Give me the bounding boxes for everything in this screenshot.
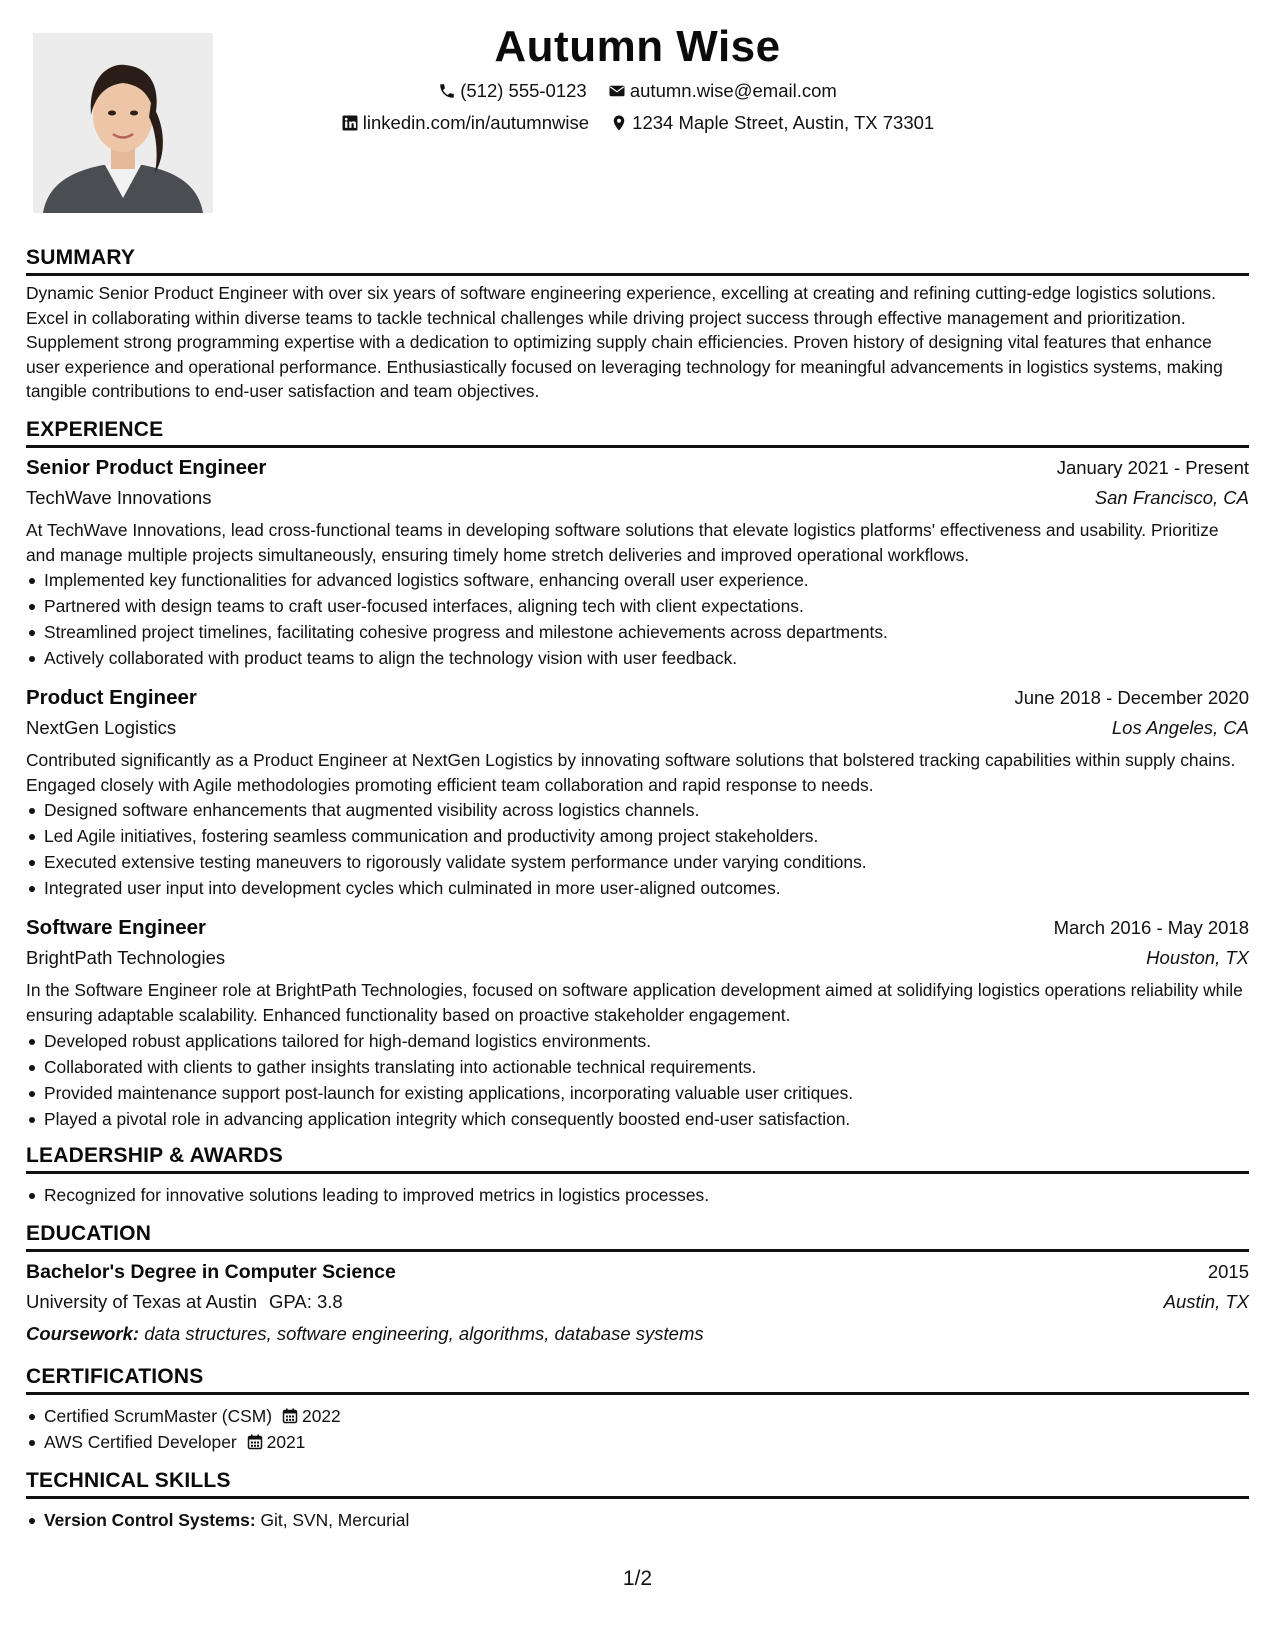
summary-section xyxy=(26,246,1249,404)
bullet-item: Executed extensive testing maneuvers to rigorously validate system performance under varying conditions. xyxy=(26,849,1249,875)
calendar-icon xyxy=(247,1434,263,1450)
section-title-summary: SUMMARY xyxy=(26,246,1249,276)
job-title: Senior Product Engineer xyxy=(26,455,267,479)
job-dates: June 2018 - December 2020 xyxy=(1014,687,1249,709)
candidate-name: Autumn Wise xyxy=(494,22,781,71)
coursework-label: Coursework: xyxy=(26,1322,140,1344)
job-dates: March 2016 - May 2018 xyxy=(1053,917,1249,939)
certification-year: 2022 xyxy=(302,1405,341,1426)
graduation-year: 2015 xyxy=(1207,1260,1249,1282)
job-entry xyxy=(26,453,1249,671)
phone-text: (512) 555-0123 xyxy=(460,80,587,101)
phone-icon xyxy=(438,82,456,100)
bullet-item: Partnered with design teams to craft user-focused interfaces, aligning tech with client expectations. xyxy=(26,593,1249,619)
section-title-certifications: CERTIFICATIONS xyxy=(26,1365,1249,1395)
education-section xyxy=(26,1222,1249,1351)
company-name: NextGen Logistics xyxy=(26,717,177,739)
bullet-item: Recognized for innovative solutions leading to improved metrics in logistics processes. xyxy=(26,1182,1249,1208)
bullet-item: Collaborated with clients to gather insights translating into actionable technical requirements. xyxy=(26,1054,1249,1080)
job-dates: January 2021 - Present xyxy=(1056,456,1249,478)
job-location: Houston, TX xyxy=(1146,947,1249,969)
bullet-item: Streamlined project timelines, facilitating cohesive progress and milestone achievements across departments. xyxy=(26,619,1249,645)
linkedin-text[interactable]: linkedin.com/in/autumnwise xyxy=(362,112,590,133)
school-info xyxy=(26,1288,343,1316)
summary-text: Dynamic Senior Product Engineer with over six years of software engineering experience, excelling at creating and refining cutting-edge logistics solutions. Excel in collaborating within diverse teams to tackle technical challenges while driving project success through effective management and prioritization. Supplement strong programming expertise with a dedication to optimizing supply chain efficiencies. Proven history of designing vital features that enhance user experience and operational performance. Enthusiastically focused on leveraging technology for meaningful advancements in logistics systems, making tangible contributions to end-user satisfaction and team objectives. xyxy=(26,283,1223,402)
section-title-experience: EXPERIENCE xyxy=(26,418,1249,448)
job-bullets xyxy=(26,567,1249,671)
certification-name: AWS Certified Developer xyxy=(44,1431,237,1452)
page-number: 1/2 xyxy=(622,1567,653,1590)
gpa: GPA: 3.8 xyxy=(269,1290,343,1312)
job-description: At TechWave Innovations, lead cross-functional teams in developing software solutions that elevate logistics platforms' effectiveness and usability. Prioritize and manage multiple projects simultaneously, ensuring timely home stretch deliveries and improved operational workflows. xyxy=(26,519,1219,565)
job-bullets xyxy=(26,1028,1249,1132)
email-text[interactable]: autumn.wise@email.com xyxy=(629,80,837,101)
linkedin-icon xyxy=(341,114,359,132)
bullet-item: Led Agile initiatives, fostering seamless communication and productivity among project stakeholders. xyxy=(26,823,1249,849)
job-title: Software Engineer xyxy=(26,916,206,940)
coursework xyxy=(26,1317,1249,1351)
job-bullets xyxy=(26,797,1249,901)
certification-name: Certified ScrumMaster (CSM) xyxy=(44,1405,273,1426)
address-text: 1234 Maple Street, Austin, TX 73301 xyxy=(632,112,935,133)
leadership-section xyxy=(26,1144,1249,1208)
certification-item xyxy=(26,1429,1249,1455)
resume-content xyxy=(26,246,1249,1533)
bullet-item: Implemented key functionalities for advanced logistics software, enhancing overall user experience. xyxy=(26,567,1249,593)
job-entry xyxy=(26,913,1249,1131)
calendar-icon xyxy=(282,1408,298,1424)
job-description: In the Software Engineer role at BrightPath Technologies, focused on software application development aimed at solidifying logistics operations reliability while ensuring adaptable scalability. Enhanced functionality based on proactive stakeholder engagement. xyxy=(26,980,1243,1025)
contact-line-secondary xyxy=(0,112,1275,137)
bullet-item: Designed software enhancements that augmented visibility across logistics channels. xyxy=(26,797,1249,823)
section-title-leadership: LEADERSHIP & AWARDS xyxy=(26,1144,1249,1174)
certifications-section xyxy=(26,1365,1249,1455)
skill-item xyxy=(26,1507,1249,1533)
bullet-item: Integrated user input into development cycles which culminated in more user-aligned outcomes. xyxy=(26,875,1249,901)
bullet-item: Played a pivotal role in advancing application integrity which consequently boosted end-user satisfaction. xyxy=(26,1106,1249,1132)
contact-address xyxy=(610,112,934,134)
job-title: Product Engineer xyxy=(26,686,197,710)
experience-section xyxy=(26,418,1249,1132)
school-location: Austin, TX xyxy=(1163,1290,1249,1312)
skills-list xyxy=(26,1507,1249,1533)
certification-item xyxy=(26,1403,1249,1429)
job-entry xyxy=(26,683,1249,901)
company-name: TechWave Innovations xyxy=(26,486,212,508)
bullet-item: Provided maintenance support post-launch for existing applications, incorporating valuable user critiques. xyxy=(26,1080,1249,1106)
skill-category: Version Control Systems: xyxy=(44,1509,256,1530)
bullet-item: Actively collaborated with product teams to align the technology vision with user feedback. xyxy=(26,645,1249,671)
section-title-skills: TECHNICAL SKILLS xyxy=(26,1469,1249,1499)
school-name: University of Texas at Austin xyxy=(26,1290,258,1312)
map-pin-icon xyxy=(610,114,628,132)
technical-skills-section xyxy=(26,1469,1249,1533)
skill-values: Git, SVN, Mercurial xyxy=(260,1509,410,1530)
coursework-list: data structures, software engineering, algorithms, database systems xyxy=(144,1322,704,1344)
certification-list xyxy=(26,1403,1249,1455)
certification-year: 2021 xyxy=(266,1431,306,1452)
degree-title: Bachelor's Degree in Computer Science xyxy=(26,1260,396,1283)
leadership-bullets xyxy=(26,1182,1249,1208)
contact-email[interactable] xyxy=(608,80,837,102)
envelope-icon xyxy=(608,82,626,100)
bullet-item: Developed robust applications tailored for high-demand logistics environments. xyxy=(26,1028,1249,1054)
job-description: Contributed significantly as a Product Engineer at NextGen Logistics by innovating software solutions that bolstered tracking capabilities within supply chains. Engaged closely with Agile methodologies promoting efficient team collaboration and rapid response to needs. xyxy=(26,750,1236,795)
job-location: Los Angeles, CA xyxy=(1111,717,1249,739)
company-name: BrightPath Technologies xyxy=(26,947,226,969)
contact-phone xyxy=(438,80,587,102)
contact-linkedin[interactable] xyxy=(341,112,589,134)
job-location: San Francisco, CA xyxy=(1094,486,1249,508)
contact-line-primary xyxy=(0,80,1275,105)
section-title-education: EDUCATION xyxy=(26,1222,1249,1252)
